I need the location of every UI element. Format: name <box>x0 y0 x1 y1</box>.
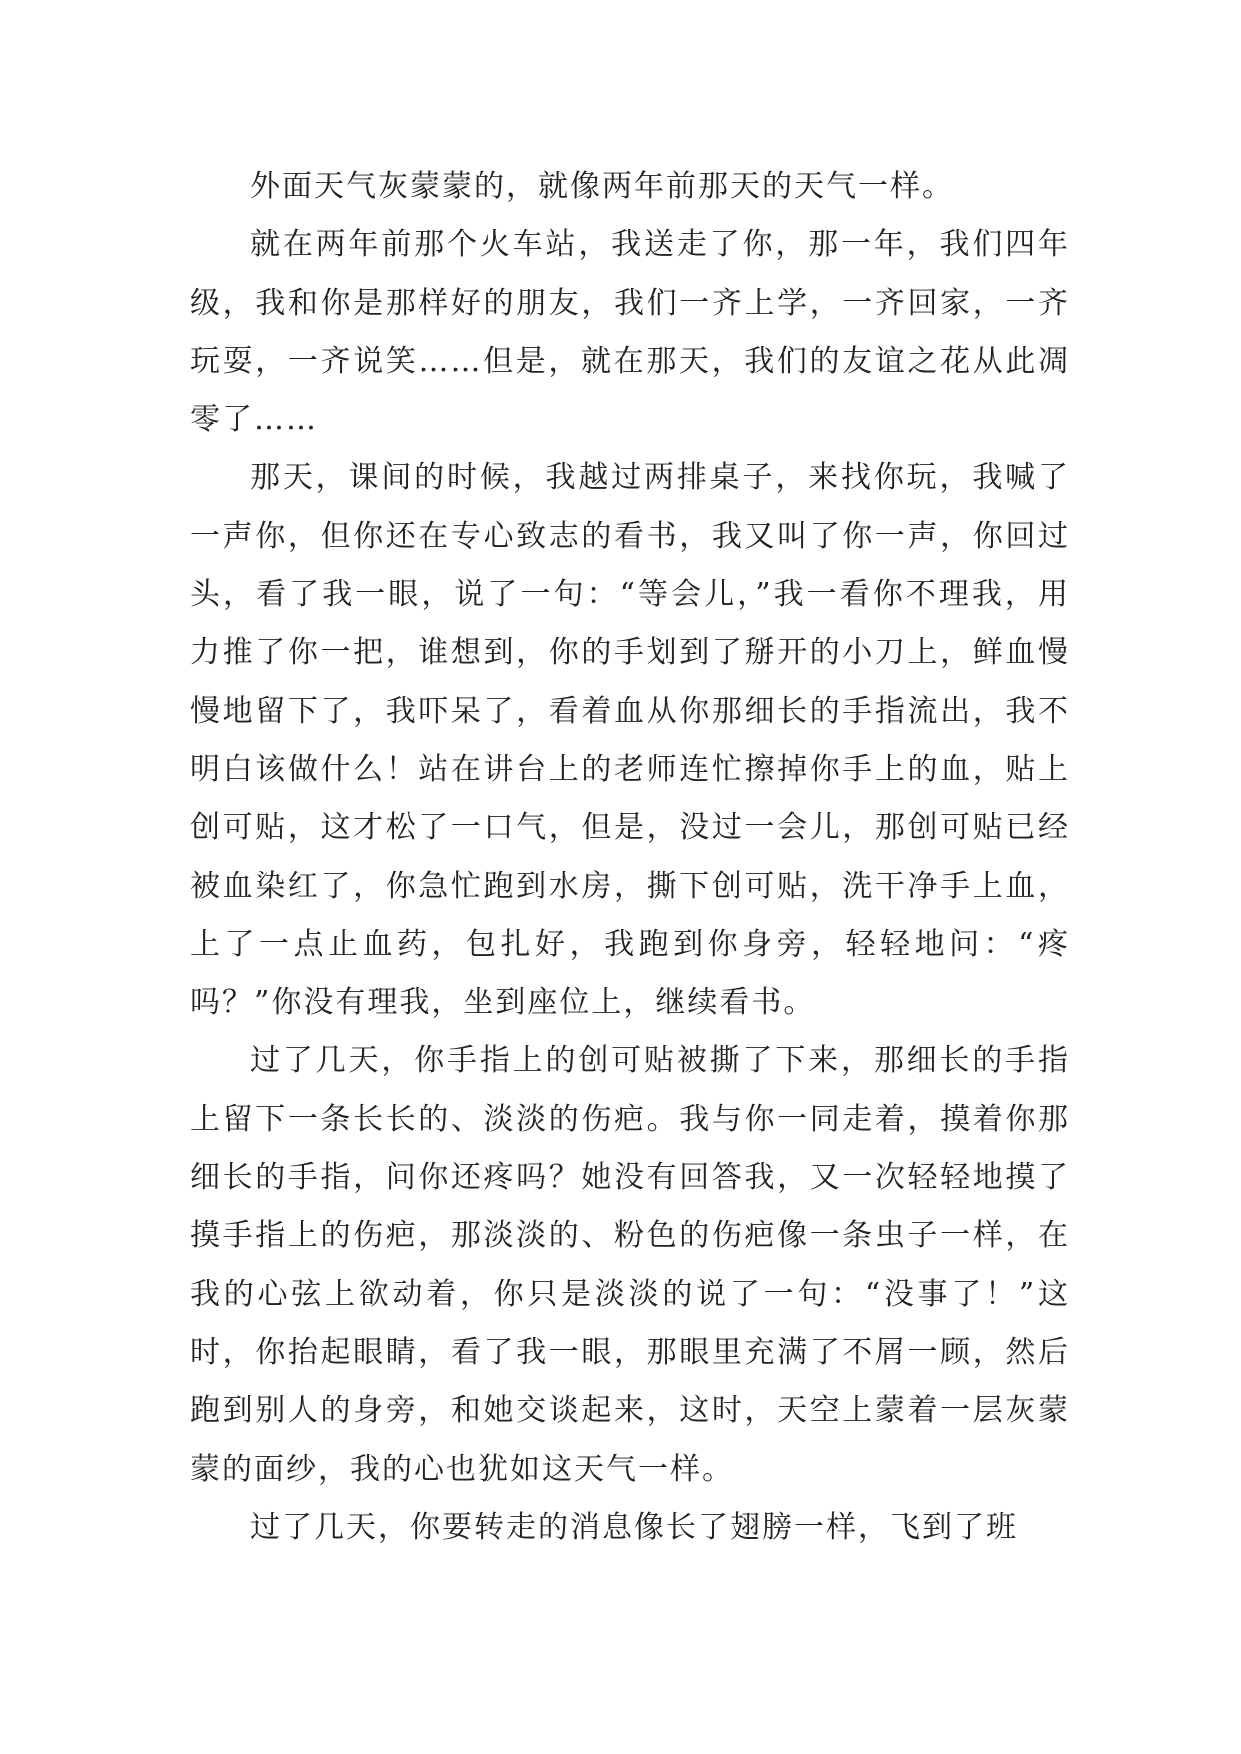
paragraph: 那天，课间的时候，我越过两排桌子，来找你玩，我喊了一声你，但你还在专心致志的看书，我又叫了你一声，你回过头，看了我一眼，说了一句：“等会儿，”我一看你不理我，用力推了你一把，谁想到，你的手划到了掰开的小刀上，鲜血慢慢地留下了，我吓呆了，看着血从你那细长的手指流出，我不明白该做什么！站在讲台上的老师连忙擦掉你手上的血，贴上创可贴，这才松了一口气，但是，没过一会儿，那创可贴已经被血染红了，你急忙跑到水房，撕下创可贴，洗干净手上血，上了一点止血药，包扎好，我跑到你身旁，轻轻地问：“疼吗？”你没有理我，坐到座位上，继续看书。 <box>190 460 1070 1021</box>
paragraph: 就在两年前那个火车站，我送走了你，那一年，我们四年级，我和你是那样好的朋友，我们一齐上学，一齐回家，一齐玩耍，一齐说笑……但是，就在那天，我们的友谊之花从此凋零了…… <box>190 227 1070 438</box>
paragraph: 过了几天，你要转走的消息像长了翅膀一样，飞到了班 <box>250 1509 1018 1545</box>
paragraph: 外面天气灰蒙蒙的，就像两年前那天的天气一样。 <box>250 169 954 204</box>
paragraph: 过了几天，你手指上的创可贴被撕了下来，那细长的手指上留下一条长长的、淡淡的伤疤。我与你一同走着，摸着你那细长的手指，问你还疼吗？她没有回答我，又一次轻轻地摸了摸手指上的伤疤，那淡淡的、粉色的伤疤像一条虫子一样，在我的心弦上欲动着，你只是淡淡的说了一句：“没事了！”这时，你抬起眼睛，看了我一眼，那眼里充满了不屑一顾，然后跑到别人的身旁，和她交谈起来，这时，天空上蒙着一层灰蒙蒙的面纱，我的心也犹如这天气一样。 <box>190 1043 1070 1487</box>
document-body <box>190 158 1070 1557</box>
